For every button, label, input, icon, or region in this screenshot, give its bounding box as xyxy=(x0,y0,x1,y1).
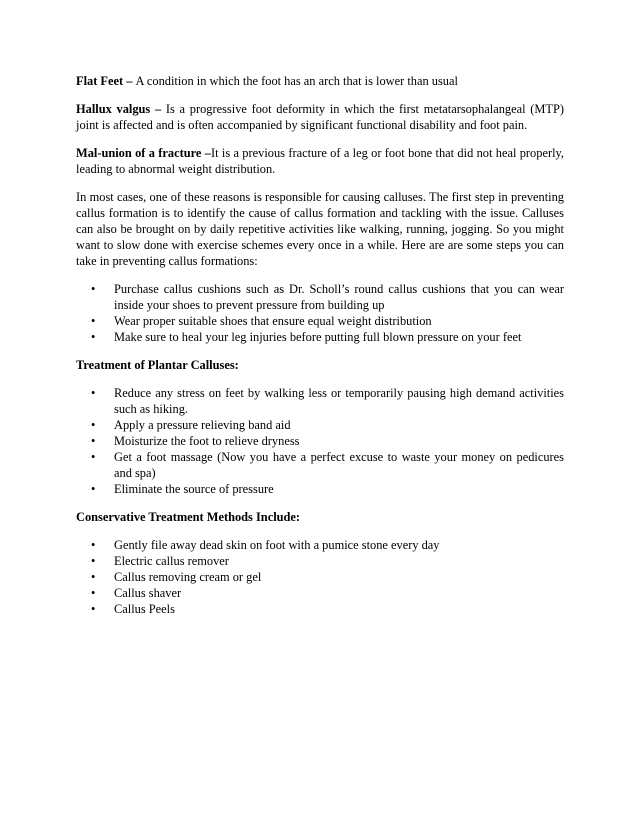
definition-separator: – xyxy=(201,146,211,160)
definition-separator: – xyxy=(150,102,166,116)
list-item-text: Callus shaver xyxy=(114,586,182,600)
treatment-steps-list xyxy=(76,385,564,497)
list-item-text: Electric callus remover xyxy=(114,554,229,568)
definition-term: Mal-union of a fracture xyxy=(76,146,202,160)
bullet-icon: • xyxy=(91,282,96,296)
conservative-steps-list xyxy=(76,537,564,617)
conservative-heading: Conservative Treatment Methods Include: xyxy=(76,510,301,524)
definition-text: It is a previous fracture of a leg or foot bone that did not heal properly, leading to abnormal weight distribution. xyxy=(76,146,565,176)
bullet-icon: • xyxy=(91,314,96,328)
list-item-text: Moisturize the foot to relieve dryness xyxy=(114,434,300,448)
definition-flat-feet xyxy=(76,73,564,89)
list-item xyxy=(76,313,564,329)
bullet-icon: • xyxy=(91,482,96,496)
intro-paragraph: In most cases, one of these reasons is responsible for causing calluses. The first step in preventing callus formation is to identify the cause of callus formation and tackling with the issue. Calluses can also be brought on by daily repetitive activities like walking, running, jogging. So you might want to slow done with exercise schemes every once in a while. Here are are some steps you can take in preventing callus formations: xyxy=(76,190,564,268)
list-item-text: Wear proper suitable shoes that ensure equal weight distribution xyxy=(114,314,432,328)
bullet-icon: • xyxy=(91,554,96,568)
list-item xyxy=(76,417,564,433)
list-item-text: Purchase callus cushions such as Dr. Scholl’s round callus cushions that you can wear inside your shoes to prevent pressure from building up xyxy=(114,282,564,312)
list-item xyxy=(76,433,564,449)
list-item xyxy=(76,601,564,617)
bullet-icon: • xyxy=(91,538,96,552)
bullet-icon: • xyxy=(91,586,96,600)
list-item-text: Get a foot massage (Now you have a perfect excuse to waste your money on pedicures and spa) xyxy=(114,450,564,480)
bullet-icon: • xyxy=(91,434,96,448)
bullet-icon: • xyxy=(91,330,96,344)
list-item xyxy=(76,481,564,497)
bullet-icon: • xyxy=(91,386,96,400)
list-item-text: Make sure to heal your leg injuries before putting full blown pressure on your feet xyxy=(114,330,522,344)
definition-term: Hallux valgus xyxy=(76,102,151,116)
definition-mal-union xyxy=(76,145,564,177)
bullet-icon: • xyxy=(91,602,96,616)
list-item-text: Callus removing cream or gel xyxy=(114,570,262,584)
document-page xyxy=(76,73,564,629)
list-item xyxy=(76,329,564,345)
list-item xyxy=(76,281,564,313)
definition-text: A condition in which the foot has an arch that is lower than usual xyxy=(135,74,458,88)
definition-term: Flat Feet xyxy=(76,74,124,88)
list-item-text: Reduce any stress on feet by walking less or temporarily pausing high demand activities such as hiking. xyxy=(114,386,564,416)
definition-hallux-valgus xyxy=(76,101,564,133)
list-item xyxy=(76,553,564,569)
treatment-heading: Treatment of Plantar Calluses: xyxy=(76,358,239,372)
definition-separator: – xyxy=(123,74,136,88)
list-item-text: Gently file away dead skin on foot with a pumice stone every day xyxy=(114,538,440,552)
list-item xyxy=(76,569,564,585)
definition-text: Is a progressive foot deformity in which the first metatarsophalangeal (MTP) joint is affected and is often accompanied by significant functional disability and foot pain. xyxy=(76,102,564,132)
list-item xyxy=(76,537,564,553)
prevention-steps-list xyxy=(76,281,564,345)
list-item-text: Callus Peels xyxy=(114,602,175,616)
list-item xyxy=(76,385,564,417)
list-item xyxy=(76,449,564,481)
bullet-icon: • xyxy=(91,570,96,584)
list-item-text: Apply a pressure relieving band aid xyxy=(114,418,291,432)
list-item xyxy=(76,585,564,601)
bullet-icon: • xyxy=(91,450,96,464)
list-item-text: Eliminate the source of pressure xyxy=(114,482,274,496)
bullet-icon: • xyxy=(91,418,96,432)
